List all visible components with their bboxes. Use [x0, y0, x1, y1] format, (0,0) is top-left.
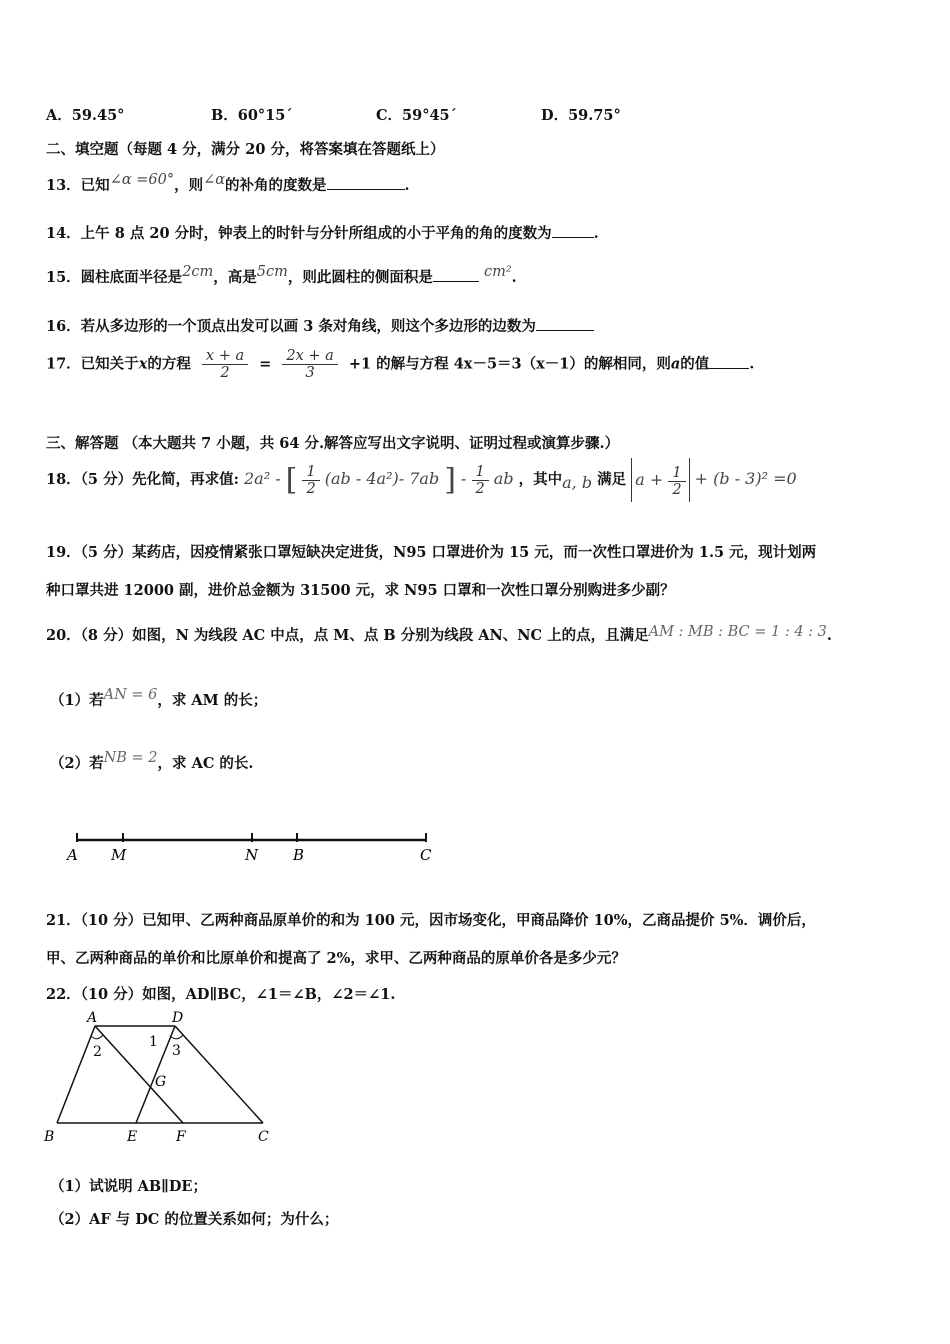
answer-blank	[536, 316, 594, 331]
option-d: D．59.75°	[541, 107, 621, 124]
question-16: 16．若从多边形的一个顶点出发可以画 3 条对角线，则这个多边形的边数为	[46, 315, 594, 336]
label-n: N	[245, 846, 259, 864]
label-d: D	[172, 1010, 184, 1026]
label-angle-1: 1	[149, 1034, 158, 1050]
question-14: 14．上午 8 点 20 分时，钟表上的时针与分针所组成的小于平角的角的度数为 .	[46, 225, 599, 242]
question-22-part2: （2）AF 与 DC 的位置关系如何；为什么；	[50, 1211, 339, 1228]
segment-figure	[60, 826, 450, 872]
label-f: F	[176, 1129, 186, 1145]
label-c: C	[258, 1129, 269, 1145]
label-b: B	[44, 1129, 55, 1145]
label-a: A	[87, 1010, 98, 1026]
section-2-title: 二、填空题（每题 4 分，满分 20 分，将答案填在答题纸上）	[46, 141, 445, 158]
option-b: B．60°15´	[211, 107, 293, 124]
label-angle-3: 3	[172, 1043, 181, 1059]
label-g: G	[155, 1074, 167, 1090]
angle-arc-2	[91, 1035, 103, 1039]
label-a: A	[67, 846, 78, 864]
question-22-part1: （1）试说明 AB∥DE；	[50, 1178, 207, 1195]
line-ab	[57, 1026, 95, 1123]
question-13: 13．已知∠α =60°，则∠α的补角的度数是 .	[46, 172, 410, 194]
question-21-line1: 21．（10 分）已知甲、乙两种商品原单价的和为 100 元，因市场变化，甲商品降价 10%，乙商品提价 5%．调价后，	[46, 912, 816, 929]
answer-blank	[709, 354, 749, 369]
angle-expr: ∠α =60°	[109, 172, 175, 188]
trapezoid-figure	[40, 1008, 280, 1148]
label-angle-2: 2	[93, 1044, 102, 1060]
question-20-part2: （2）若NB = 2，求 AC 的长.	[50, 750, 254, 772]
question-19-line2: 种口罩共进 12000 副，进价总金额为 31500 元，求 N95 口罩和一次性口罩分别购进多少副？	[46, 582, 675, 599]
question-15: 15．圆柱底面半径是2cm，高是5cm，则此圆柱的侧面积是 cm².	[46, 264, 517, 286]
label-e: E	[127, 1129, 138, 1145]
question-20-part1: （1）若AN = 6，求 AM 的长；	[50, 687, 268, 709]
question-18: 18．（5 分）先化简，再求值: 2a² - [ $\frac{1}{2}$ (ab - 4a²)- 7ab ] - $\frac{1}{2}$ ab ，其中a, b 满足 a + $\frac{1}{2}$ + (b - 3)² =0	[46, 458, 797, 502]
question-19-line1: 19．（5 分）某药店，因疫情紧张口罩短缺决定进货，N95 口罩进价为 15 元，而一次性口罩进价为 1.5 元，现计划两	[46, 544, 817, 561]
answer-blank	[552, 223, 594, 238]
answer-blank	[327, 175, 405, 190]
option-a: A．59.45°	[46, 107, 125, 124]
question-22: 22．（10 分）如图，AD∥BC，∠1＝∠B，∠2＝∠1.	[46, 986, 396, 1003]
angle-symbol: ∠α	[203, 172, 226, 188]
section-3-title: 三、解答题 （本大题共 7 小题，共 64 分.解答应写出文字说明、证明过程或演算步骤.）	[46, 435, 620, 452]
label-b: B	[293, 846, 305, 864]
label-m: M	[111, 846, 127, 864]
line-dc	[175, 1026, 263, 1123]
question-21-line2: 甲、乙两种商品的单价和比原单价和提高了 2%，求甲、乙两种商品的原单价各是多少元？	[46, 950, 626, 967]
question-20: 20．（8 分）如图，N 为线段 AC 中点，点 M、点 B 分别为线段 AN、NC 上的点，且满足AM : MB : BC = 1 : 4 : 3.	[46, 624, 832, 644]
option-c: C．59°45´	[376, 107, 457, 124]
question-17: 17．已知关于x的方程 $\frac{x + a}{2}$ = $\frac{2x + a}{3}$ +1 的解与方程 4x－5＝3（x－1）的解相同，则a的值 .	[46, 348, 755, 381]
label-c: C	[420, 846, 432, 864]
answer-blank	[433, 267, 479, 282]
